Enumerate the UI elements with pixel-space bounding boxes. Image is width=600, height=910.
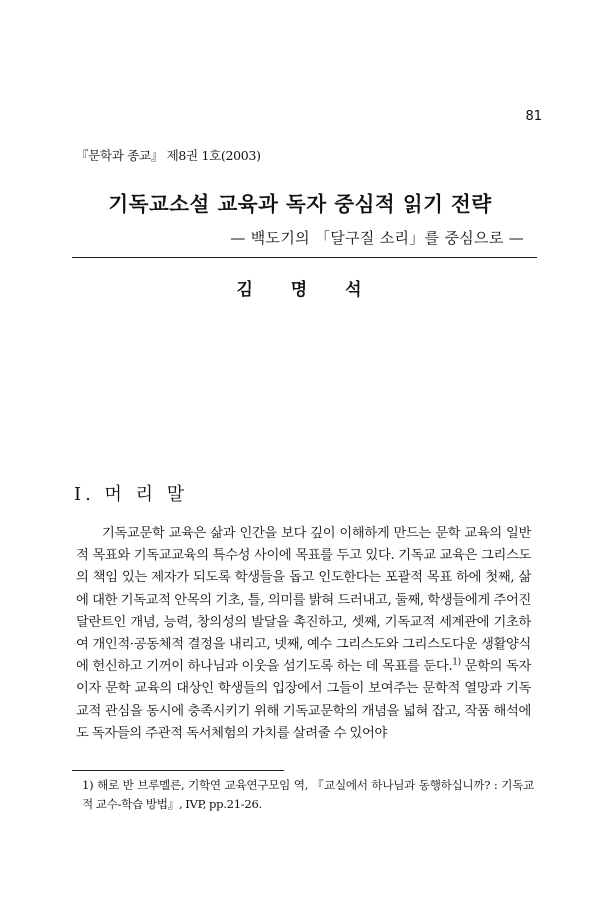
article-subtitle: — 백도기의 「달구질 소리」를 중심으로 —: [230, 229, 524, 247]
page-number: 81: [525, 109, 542, 124]
footnote-reference[interactable]: 1): [452, 657, 461, 668]
section-heading: Ⅰ. 머 리 말: [74, 484, 189, 505]
author-name: 김 명 석: [236, 280, 364, 300]
title-divider: [72, 257, 537, 258]
body-paragraph: [76, 523, 531, 745]
body-text-part-1: 기독교문학 교육은 삶과 인간을 보다 깊이 이해하게 만드는 문학 교육의 일반적 목표와 기독교교육의 특수성 사이에 목표를 두고 있다. 기독교 교육은 그리스도의 책임 있는 제자가 되도록 학생들을 돕고 인도한다는 포괄적 목표 하에 첫째, 삶에 대한 기독교적 안목의 기초, 틀, 의미를 밝혀 드러내고, 둘째, 학생들에게 주어진 달란트인 개념, 능력, 창의성의 발달을 촉진하고, 셋째, 기독교적 세계관에 기초하여 개인적·공동체적 결정을 내리고, 넷째, 예수 그리스도와 그리스도다운 생활양식에 헌신하고 기꺼이 하나님과 이웃을 섬기도록 하는 데 목표를 둔다.: [76, 526, 531, 675]
footnote-divider: [72, 770, 284, 771]
article-title: 기독교소설 교육과 독자 중심적 읽기 전략: [108, 192, 492, 216]
footnote: 1) 해로 반 브루멜른, 기학연 교육연구모임 역, 『교실에서 하나님과 동행하십니까? : 기독교적 교수-학습 방법』, IVP, pp.21-26.: [82, 778, 534, 811]
body-text-part-2: 문학의 독자이자 문학 교육의 대상인 학생들의 입장에서 그들이 보여주는 문학적 열망과 기독교적 관심을 동시에 충족시키기 위해 기독교문학의 개념을 넓혀 잡고, 작품 해석에도 독자들의 주관적 독서체험의 가치를 살려줄 수 있어야: [76, 659, 531, 741]
journal-citation: 『문학과 종교』 제8권 1호(2003): [76, 148, 261, 163]
